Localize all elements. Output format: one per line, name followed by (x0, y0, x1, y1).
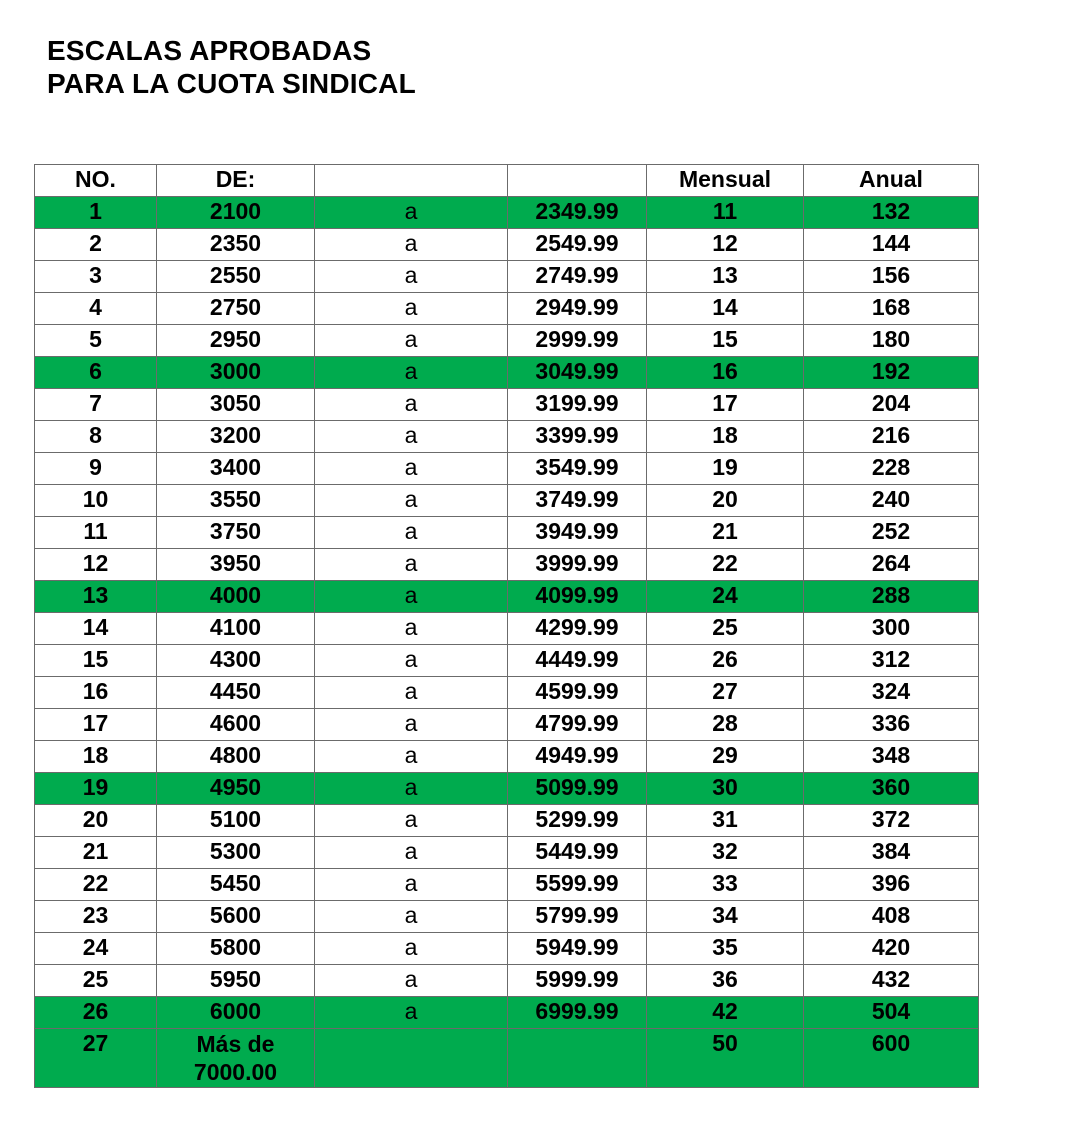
cell-de: 2100 (157, 197, 315, 229)
table-row (35, 709, 979, 741)
cell-anual: 336 (804, 709, 979, 741)
cell-anual: 264 (804, 549, 979, 581)
cell-mensual: 12 (647, 229, 804, 261)
cell-no: 3 (35, 261, 157, 293)
cell-de: 4300 (157, 645, 315, 677)
cell-anual: 432 (804, 965, 979, 997)
cell-no: 22 (35, 869, 157, 901)
cell-mensual: 28 (647, 709, 804, 741)
cell-anual: 504 (804, 997, 979, 1029)
table-row (35, 581, 979, 613)
cell-de: 4800 (157, 741, 315, 773)
cell-hasta: 3949.99 (508, 517, 647, 549)
table-row (35, 453, 979, 485)
cell-hasta (508, 1029, 647, 1088)
table-row (35, 1029, 979, 1088)
cell-separator: a (315, 421, 508, 453)
cell-no: 10 (35, 485, 157, 517)
cell-mensual: 21 (647, 517, 804, 549)
title-line-2: PARA LA CUOTA SINDICAL (47, 68, 416, 99)
cell-separator: a (315, 453, 508, 485)
cell-anual: 396 (804, 869, 979, 901)
cell-hasta: 3549.99 (508, 453, 647, 485)
table-row (35, 645, 979, 677)
cell-de: 2550 (157, 261, 315, 293)
header-anual: Anual (804, 165, 979, 197)
cell-hasta: 3399.99 (508, 421, 647, 453)
cell-mensual: 50 (647, 1029, 804, 1088)
cell-de: 3400 (157, 453, 315, 485)
cell-hasta: 5949.99 (508, 933, 647, 965)
cell-mensual: 19 (647, 453, 804, 485)
table-row (35, 901, 979, 933)
cell-mensual: 27 (647, 677, 804, 709)
cell-no: 16 (35, 677, 157, 709)
cell-hasta: 3999.99 (508, 549, 647, 581)
table-row (35, 869, 979, 901)
cell-de: 5300 (157, 837, 315, 869)
cell-no: 5 (35, 325, 157, 357)
cell-mensual: 24 (647, 581, 804, 613)
cell-mensual: 13 (647, 261, 804, 293)
table-row (35, 261, 979, 293)
cell-separator: a (315, 965, 508, 997)
table-row (35, 229, 979, 261)
cell-mensual: 36 (647, 965, 804, 997)
cell-mensual: 42 (647, 997, 804, 1029)
cell-separator: a (315, 517, 508, 549)
cell-hasta: 2349.99 (508, 197, 647, 229)
cell-anual: 300 (804, 613, 979, 645)
cell-no: 20 (35, 805, 157, 837)
cell-de: 4950 (157, 773, 315, 805)
cell-separator (315, 1029, 508, 1088)
cell-anual: 168 (804, 293, 979, 325)
cell-mensual: 29 (647, 741, 804, 773)
cell-no: 7 (35, 389, 157, 421)
table-row (35, 613, 979, 645)
cell-hasta: 4299.99 (508, 613, 647, 645)
cell-de: 2950 (157, 325, 315, 357)
cell-separator: a (315, 357, 508, 389)
title-line-1: ESCALAS APROBADAS (47, 35, 372, 66)
cell-hasta: 6999.99 (508, 997, 647, 1029)
cell-anual: 312 (804, 645, 979, 677)
header-no: NO. (35, 165, 157, 197)
table-row (35, 741, 979, 773)
cell-separator: a (315, 613, 508, 645)
page-title (47, 34, 416, 100)
cell-hasta: 5799.99 (508, 901, 647, 933)
cell-separator: a (315, 549, 508, 581)
cell-anual: 180 (804, 325, 979, 357)
cell-anual: 228 (804, 453, 979, 485)
cell-mensual: 26 (647, 645, 804, 677)
cell-hasta: 2999.99 (508, 325, 647, 357)
cell-no: 19 (35, 773, 157, 805)
cell-hasta: 4799.99 (508, 709, 647, 741)
table-row (35, 197, 979, 229)
cell-separator: a (315, 261, 508, 293)
table-row (35, 805, 979, 837)
cell-hasta: 2749.99 (508, 261, 647, 293)
cell-anual: 204 (804, 389, 979, 421)
cell-separator: a (315, 709, 508, 741)
cell-hasta: 5299.99 (508, 805, 647, 837)
cell-hasta: 4599.99 (508, 677, 647, 709)
cell-mensual: 33 (647, 869, 804, 901)
cell-separator: a (315, 869, 508, 901)
cell-anual: 240 (804, 485, 979, 517)
cell-no: 12 (35, 549, 157, 581)
cell-no: 23 (35, 901, 157, 933)
table-row (35, 549, 979, 581)
table-row (35, 421, 979, 453)
header-hasta (508, 165, 647, 197)
cell-anual: 348 (804, 741, 979, 773)
cell-de: Más de 7000.00 (157, 1029, 315, 1088)
cell-anual: 252 (804, 517, 979, 549)
cell-de: 5950 (157, 965, 315, 997)
cell-mensual: 14 (647, 293, 804, 325)
table-row (35, 933, 979, 965)
cell-mensual: 17 (647, 389, 804, 421)
cell-mensual: 22 (647, 549, 804, 581)
cell-no: 27 (35, 1029, 157, 1088)
cell-de: 3950 (157, 549, 315, 581)
cell-de: 4100 (157, 613, 315, 645)
cell-anual: 408 (804, 901, 979, 933)
cell-separator: a (315, 645, 508, 677)
cell-de: 4000 (157, 581, 315, 613)
cell-no: 24 (35, 933, 157, 965)
cell-de: 3200 (157, 421, 315, 453)
cell-mensual: 16 (647, 357, 804, 389)
cell-hasta: 4949.99 (508, 741, 647, 773)
table-header-row (35, 165, 979, 197)
cell-mensual: 30 (647, 773, 804, 805)
table-row (35, 357, 979, 389)
cell-hasta: 5599.99 (508, 869, 647, 901)
cell-no: 26 (35, 997, 157, 1029)
cell-anual: 384 (804, 837, 979, 869)
cell-mensual: 11 (647, 197, 804, 229)
table-row (35, 997, 979, 1029)
cell-de: 2750 (157, 293, 315, 325)
cell-no: 18 (35, 741, 157, 773)
cell-de: 4600 (157, 709, 315, 741)
cell-separator: a (315, 773, 508, 805)
table-row (35, 293, 979, 325)
cell-anual: 132 (804, 197, 979, 229)
cell-separator: a (315, 485, 508, 517)
cell-de: 5450 (157, 869, 315, 901)
table-body (35, 197, 979, 1088)
cell-no: 14 (35, 613, 157, 645)
cell-anual: 144 (804, 229, 979, 261)
cell-separator: a (315, 901, 508, 933)
cell-no: 21 (35, 837, 157, 869)
cell-anual: 192 (804, 357, 979, 389)
cell-mensual: 34 (647, 901, 804, 933)
cell-no: 17 (35, 709, 157, 741)
cell-mensual: 25 (647, 613, 804, 645)
cell-hasta: 3749.99 (508, 485, 647, 517)
table-row (35, 677, 979, 709)
cell-no: 8 (35, 421, 157, 453)
cell-no: 4 (35, 293, 157, 325)
cell-hasta: 3199.99 (508, 389, 647, 421)
cell-separator: a (315, 581, 508, 613)
cell-separator: a (315, 997, 508, 1029)
table-row (35, 837, 979, 869)
cell-mensual: 32 (647, 837, 804, 869)
cell-anual: 360 (804, 773, 979, 805)
cell-de: 5600 (157, 901, 315, 933)
dues-scale-table (34, 164, 979, 1088)
cell-hasta: 5099.99 (508, 773, 647, 805)
cell-anual: 324 (804, 677, 979, 709)
cell-no: 2 (35, 229, 157, 261)
table-row (35, 325, 979, 357)
cell-mensual: 31 (647, 805, 804, 837)
header-de: DE: (157, 165, 315, 197)
table-row (35, 389, 979, 421)
cell-de: 3000 (157, 357, 315, 389)
cell-separator: a (315, 197, 508, 229)
cell-de: 5800 (157, 933, 315, 965)
cell-mensual: 35 (647, 933, 804, 965)
cell-separator: a (315, 837, 508, 869)
cell-no: 9 (35, 453, 157, 485)
cell-anual: 600 (804, 1029, 979, 1088)
cell-hasta: 4099.99 (508, 581, 647, 613)
cell-no: 13 (35, 581, 157, 613)
cell-hasta: 5449.99 (508, 837, 647, 869)
cell-anual: 420 (804, 933, 979, 965)
table-row (35, 517, 979, 549)
cell-no: 25 (35, 965, 157, 997)
cell-de: 3050 (157, 389, 315, 421)
cell-hasta: 5999.99 (508, 965, 647, 997)
cell-anual: 216 (804, 421, 979, 453)
cell-separator: a (315, 293, 508, 325)
cell-no: 1 (35, 197, 157, 229)
cell-anual: 372 (804, 805, 979, 837)
cell-hasta: 3049.99 (508, 357, 647, 389)
cell-separator: a (315, 805, 508, 837)
table-row (35, 485, 979, 517)
cell-separator: a (315, 933, 508, 965)
cell-anual: 288 (804, 581, 979, 613)
cell-mensual: 20 (647, 485, 804, 517)
cell-de: 6000 (157, 997, 315, 1029)
cell-separator: a (315, 325, 508, 357)
cell-de: 2350 (157, 229, 315, 261)
cell-de: 5100 (157, 805, 315, 837)
header-separator (315, 165, 508, 197)
cell-no: 6 (35, 357, 157, 389)
cell-hasta: 4449.99 (508, 645, 647, 677)
cell-separator: a (315, 741, 508, 773)
cell-hasta: 2949.99 (508, 293, 647, 325)
cell-no: 15 (35, 645, 157, 677)
cell-separator: a (315, 229, 508, 261)
cell-no: 11 (35, 517, 157, 549)
cell-mensual: 15 (647, 325, 804, 357)
cell-de: 3550 (157, 485, 315, 517)
cell-separator: a (315, 389, 508, 421)
cell-separator: a (315, 677, 508, 709)
table-row (35, 773, 979, 805)
cell-hasta: 2549.99 (508, 229, 647, 261)
cell-de: 4450 (157, 677, 315, 709)
cell-de: 3750 (157, 517, 315, 549)
cell-mensual: 18 (647, 421, 804, 453)
cell-anual: 156 (804, 261, 979, 293)
table-row (35, 965, 979, 997)
header-mensual: Mensual (647, 165, 804, 197)
